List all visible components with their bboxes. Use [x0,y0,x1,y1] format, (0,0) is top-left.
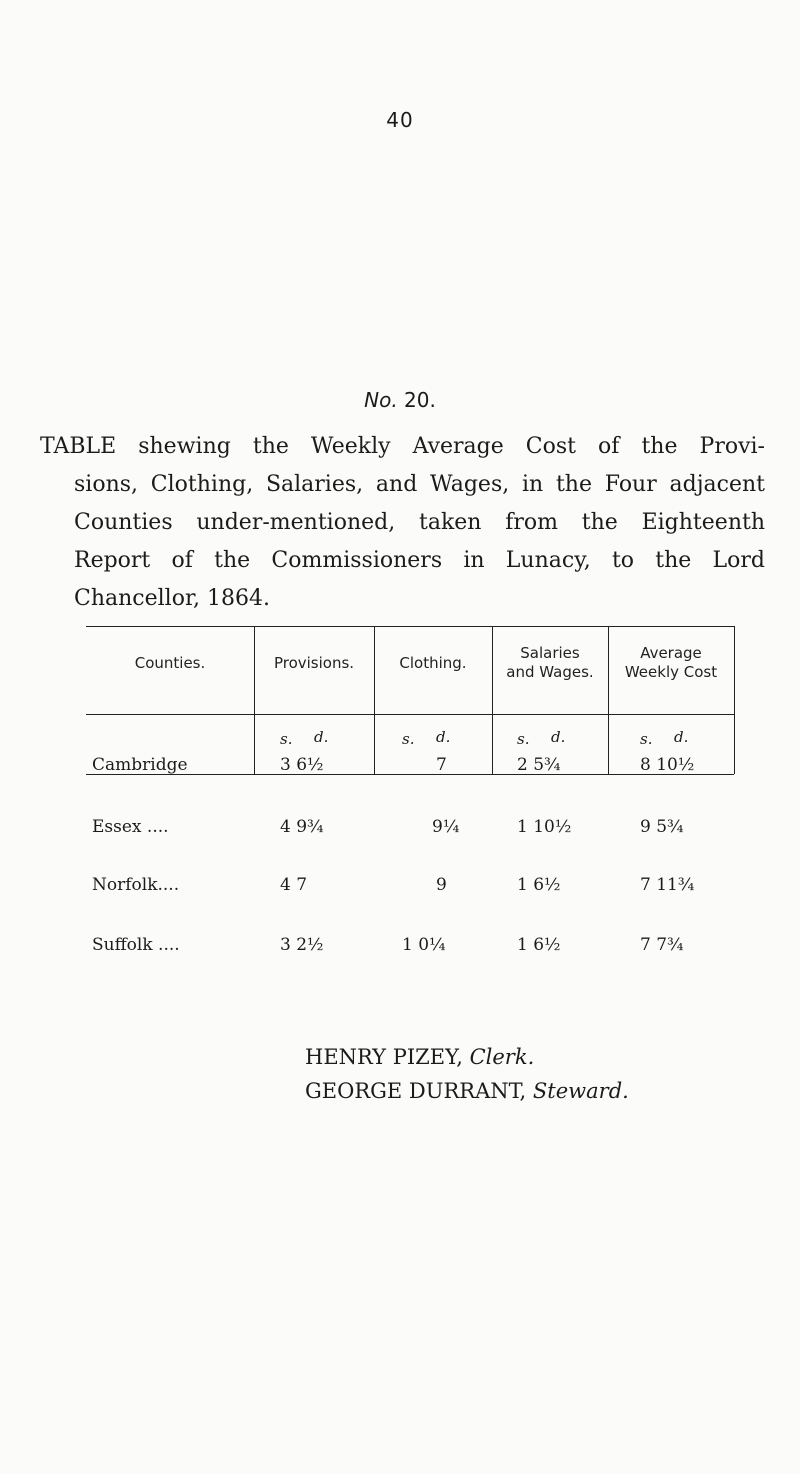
table-caption [40,428,765,618]
document-number-label: No. [364,388,398,412]
caption-line-1: TABLE shewing the Weekly Average Cost of the Provi- [40,434,765,459]
row-provisions: 4 7 [280,875,308,895]
caption-line-5: Chancellor, 1864. [74,586,271,611]
unit-s: s. [640,730,653,748]
unit-d: d. [551,728,566,746]
row-salaries: 1 6½ [517,935,561,955]
signatory-name: HENRY PIZEY, [305,1045,463,1069]
signature-line [305,1040,629,1074]
row-average: 9 5¾ [640,817,684,837]
unit-s: s. [517,730,530,748]
unit-s: s. [280,730,293,748]
signatory-role: Steward. [532,1079,629,1103]
row-average: 7 7¾ [640,935,684,955]
header-salaries-line-1: Salaries [520,644,580,662]
page-number: 40 [386,108,414,132]
row-clothing: 9¼ [432,817,460,837]
table-top-rule [86,626,734,627]
row-salaries: 1 6½ [517,875,561,895]
row-provisions: 3 6½ [280,755,324,775]
header-average-line-2: Weekly Cost [624,663,718,681]
unit-s: s. [402,730,415,748]
signature-line [305,1074,629,1108]
row-county: Norfolk.... [92,875,180,895]
row-clothing: 9 [436,875,447,895]
row-county: Essex .... [92,817,169,837]
column-divider [374,626,375,774]
header-counties: Counties. [134,654,206,672]
header-provisions: Provisions. [273,654,355,672]
row-provisions: 3 2½ [280,935,324,955]
column-divider [254,626,255,774]
signatory-role: Clerk. [469,1045,535,1069]
table-header-rule [86,714,734,715]
row-county: Cambridge [92,755,188,775]
header-average-line-1: Average [640,644,702,662]
header-average [608,644,734,682]
row-clothing: 7 [436,755,447,775]
row-salaries: 1 10½ [517,817,572,837]
column-divider [734,626,735,774]
unit-d: d. [314,728,329,746]
document-number-value: 20. [404,388,436,412]
caption-line-4: Report of the Commissioners in Lunacy, to the Lord [74,548,765,573]
row-salaries: 2 5¾ [517,755,561,775]
signatures [305,1040,629,1108]
caption-line-3: Counties under-mentioned, taken from the Eighteenth [74,510,765,535]
row-clothing: 1 0¼ [402,935,446,955]
row-provisions: 4 9¾ [280,817,324,837]
unit-d: d. [436,728,451,746]
header-salaries [492,644,608,682]
signatory-name: GEORGE DURRANT, [305,1079,527,1103]
cost-table [86,626,734,774]
row-average: 7 11¾ [640,875,695,895]
document-number [0,388,800,412]
unit-d: d. [674,728,689,746]
caption-line-2: sions, Clothing, Salaries, and Wages, in the Four adjacent [74,472,765,497]
header-clothing: Clothing. [399,654,467,672]
row-county: Suffolk .... [92,935,180,955]
row-average: 8 10½ [640,755,695,775]
header-salaries-line-2: and Wages. [506,663,594,681]
